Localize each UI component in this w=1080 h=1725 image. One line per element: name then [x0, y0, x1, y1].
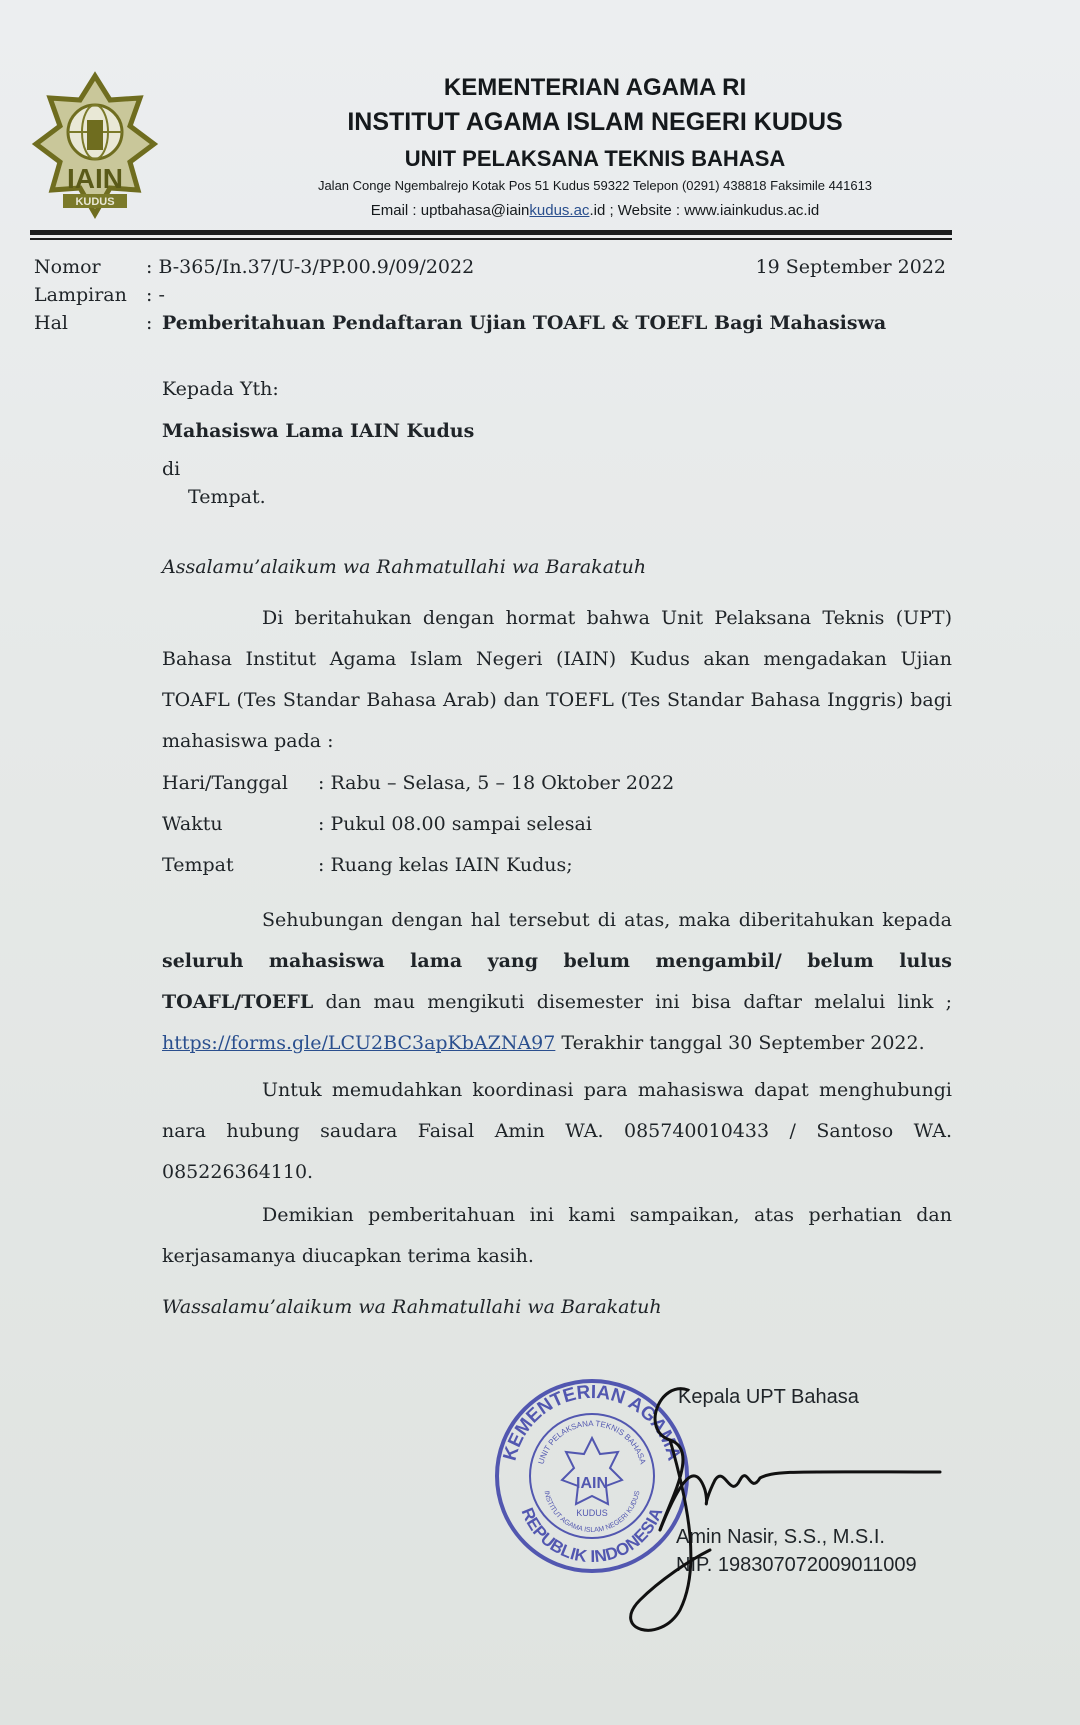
nomor-value: : B-365/In.37/U-3/PP.00.9/09/2022 [146, 256, 475, 278]
stamp-center-subtext: KUDUS [576, 1508, 608, 1518]
para2-mid: dan mau mengikuti disemester ini bisa daftar melalui link ; [313, 991, 952, 1013]
hal-colon: : [146, 312, 153, 334]
schedule-label-place: Tempat [162, 854, 234, 876]
schedule-value-date: : Rabu – Selasa, 5 – 18 Oktober 2022 [318, 772, 675, 794]
para2-emphasis: seluruh mahasiswa lama yang belum mengambil/ belum lulus TOAFL/TOEFL [162, 950, 952, 1013]
stamp-bottom-text: REPUBLIK INDONESIA [517, 1504, 667, 1567]
email-suffix: .id ; Website : www.iainkudus.ac.id [589, 202, 820, 219]
email-prefix: Email : uptbahasa@iain [370, 202, 530, 219]
stamp-top-text: KEMENTERIAN AGAMA [499, 1381, 685, 1464]
letterhead-divider-thin [30, 238, 952, 240]
signer-nip: NIP. 198307072009011009 [676, 1554, 917, 1576]
schedule-value-time: : Pukul 08.00 sampai selesai [318, 813, 592, 835]
schedule-label-time: Waktu [162, 813, 223, 835]
opening-salutation: Assalamu’alaikum wa Rahmatullahi wa Barakatuh [162, 556, 647, 578]
paragraph-announcement: Di beritahukan dengan hormat bahwa Unit Pelaksana Teknis (UPT) Bahasa Institut Agama Islam Negeri (IAIN) Kudus akan mengadakan Ujian TOAFL (Tes Standar Bahasa Arab) dan TOEFL (Tes Standar Bahasa Inggris) bagi mahasiswa pada : [162, 607, 952, 752]
logo-text: IAIN [67, 163, 123, 194]
logo-subtext: KUDUS [75, 196, 115, 208]
lampiran-label: Lampiran [34, 284, 127, 306]
letterhead-contact [230, 202, 960, 219]
recipient-place: Tempat. [188, 486, 266, 508]
registration-link[interactable]: https://forms.gle/LCU2BC3apKbAZNA97 [162, 1032, 556, 1054]
schedule-label-date: Hari/Tanggal [162, 772, 288, 794]
recipient-di: di [162, 458, 181, 480]
paragraph-closing: Demikian pemberitahuan ini kami sampaikan, atas perhatian dan kerjasamanya diucapkan terima kasih. [162, 1204, 952, 1267]
signer-name: Amin Nasir, S.S., M.S.I. [676, 1526, 885, 1548]
hal-label: Hal [34, 312, 68, 334]
handwritten-signature [600, 1370, 970, 1640]
nomor-label: Nomor [34, 256, 101, 278]
letterhead-unit: UNIT PELAKSANA TEKNIS BAHASA [404, 146, 786, 171]
para2-start: Sehubungan dengan hal tersebut di atas, maka diberitahukan kepada [262, 909, 952, 931]
schedule-value-place: : Ruang kelas IAIN Kudus; [318, 854, 573, 876]
para2-end: Terakhir tanggal 30 September 2022. [555, 1032, 925, 1054]
hal-subject: Pemberitahuan Pendaftaran Ujian TOAFL & TOEFL Bagi Mahasiswa [162, 312, 887, 334]
stamp-inner-text: UNIT PELAKSANA TEKNIS BAHASA [536, 1418, 648, 1466]
letterhead-address: Jalan Conge Ngembalrejo Kotak Pos 51 Kudus 59322 Telepon (0291) 438818 Faksimile 441613 [317, 178, 873, 193]
stamp-center-text: IAIN [576, 1475, 608, 1492]
signer-title: Kepala UPT Bahasa [678, 1386, 859, 1408]
closing-salutation: Wassalamu’alaikum wa Rahmatullahi wa Barakatuh [162, 1296, 662, 1318]
paragraph-registration [162, 900, 952, 1064]
stamp-inner-bottom-text: INSTITUT AGAMA ISLAM NEGERI KUDUS [542, 1490, 642, 1535]
letterhead-divider-thick [30, 230, 952, 235]
lampiran-value: : - [146, 284, 165, 306]
email-link[interactable]: kudus.ac [529, 202, 590, 219]
letterhead-ministry: KEMENTERIAN AGAMA RI [443, 74, 747, 101]
recipient-greeting: Kepada Yth: [162, 378, 279, 400]
recipient-name: Mahasiswa Lama IAIN Kudus [162, 420, 475, 442]
letter-date: 19 September 2022 [755, 256, 946, 278]
letterhead-institute: INSTITUT AGAMA ISLAM NEGERI KUDUS [347, 108, 843, 136]
paragraph-contact: Untuk memudahkan koordinasi para mahasiswa dapat menghubungi nara hubung saudara Faisal Amin WA. 085740010433 / Santoso WA. 085226364110. [162, 1079, 952, 1183]
iain-kudus-logo [30, 70, 160, 220]
